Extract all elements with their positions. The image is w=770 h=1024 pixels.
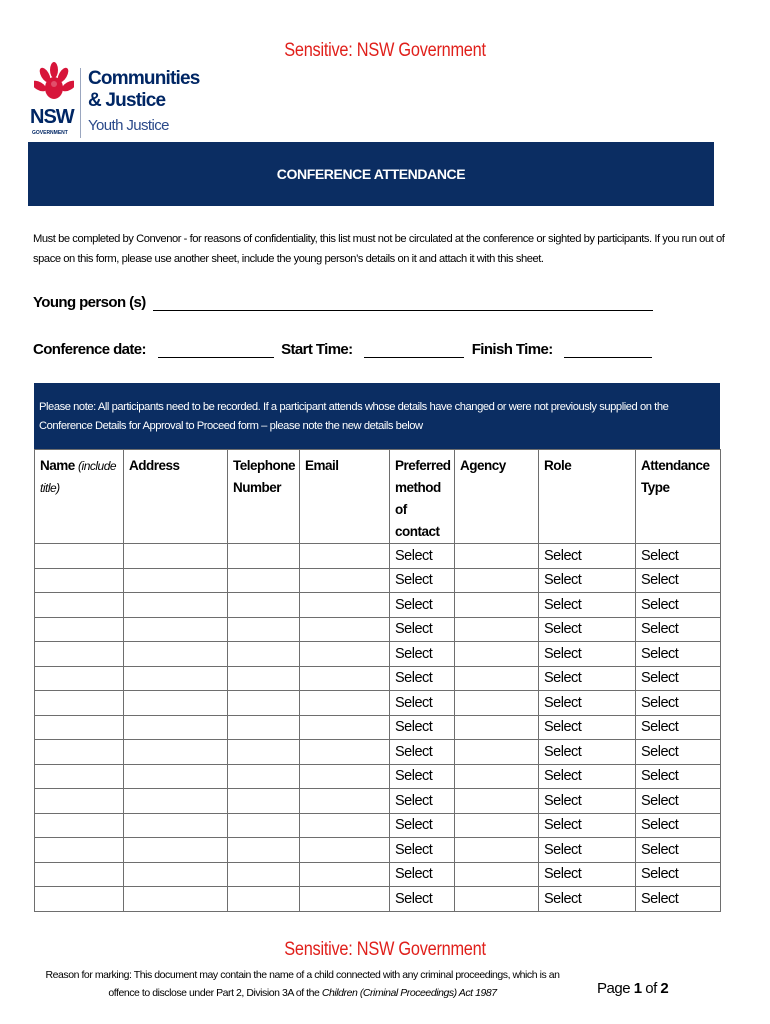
reason-for-marking [30,966,575,1002]
agency-cell[interactable] [455,642,539,667]
table-row [35,617,721,642]
attendance-type-select[interactable]: Select [636,642,721,667]
telephone-cell[interactable] [228,740,300,765]
preferred-contact-select[interactable]: Select [390,862,455,887]
agency-cell[interactable] [455,593,539,618]
header-email: Email [300,450,390,544]
table-row [35,789,721,814]
header-preferred-contact: Preferred method of contact [390,450,455,544]
email-cell[interactable] [300,617,390,642]
role-select[interactable]: Select [539,666,636,691]
preferred-contact-select[interactable]: Select [390,642,455,667]
email-cell[interactable] [300,813,390,838]
preferred-contact-select[interactable]: Select [390,568,455,593]
address-cell[interactable] [124,593,228,618]
role-select[interactable]: Select [539,617,636,642]
logo-nsw-text: NSW [30,106,74,128]
agency-cell[interactable] [455,715,539,740]
attendance-type-select[interactable]: Select [636,789,721,814]
conference-date-label: Conference date: [33,341,146,358]
name-cell[interactable] [35,544,124,569]
preferred-contact-select[interactable]: Select [390,715,455,740]
telephone-cell[interactable] [228,642,300,667]
address-cell[interactable] [124,544,228,569]
telephone-cell[interactable] [228,764,300,789]
preferred-contact-select[interactable]: Select [390,838,455,863]
attendance-type-select[interactable]: Select [636,764,721,789]
logo-divider [80,68,81,138]
table-note: Please note: All participants need to be recorded. If a participant attends whose details have changed or were not previously supplied on the Conference Details for Approval to Proceed form – please note the new details below [34,383,720,449]
attendance-type-select[interactable]: Select [636,715,721,740]
attendance-type-select[interactable]: Select [636,887,721,912]
table-row [35,691,721,716]
agency-cell[interactable] [455,764,539,789]
header-telephone: Telephone Number [228,450,300,544]
attendance-type-select[interactable]: Select [636,813,721,838]
preferred-contact-select[interactable]: Select [390,593,455,618]
email-cell[interactable] [300,740,390,765]
role-select[interactable]: Select [539,813,636,838]
header-name: Name (include title) [35,450,124,544]
name-cell[interactable] [35,642,124,667]
preferred-contact-select[interactable]: Select [390,789,455,814]
agency-cell[interactable] [455,568,539,593]
address-cell[interactable] [124,691,228,716]
email-cell[interactable] [300,838,390,863]
role-select[interactable]: Select [539,862,636,887]
address-cell[interactable] [124,887,228,912]
attendance-type-select[interactable]: Select [636,838,721,863]
table-row [35,764,721,789]
email-cell[interactable] [300,764,390,789]
email-cell[interactable] [300,568,390,593]
agency-cell[interactable] [455,544,539,569]
logo-line-3: Youth Justice [88,117,169,134]
telephone-cell[interactable] [228,813,300,838]
name-cell[interactable] [35,715,124,740]
name-cell[interactable] [35,789,124,814]
attendance-type-select[interactable]: Select [636,568,721,593]
address-cell[interactable] [124,764,228,789]
role-select[interactable]: Select [539,544,636,569]
address-cell[interactable] [124,715,228,740]
attendance-type-select[interactable]: Select [636,544,721,569]
email-cell[interactable] [300,887,390,912]
role-select[interactable]: Select [539,568,636,593]
page-number: Page 1 of 2 [597,980,669,997]
agency-cell[interactable] [455,740,539,765]
waratah-icon [34,62,74,108]
email-cell[interactable] [300,593,390,618]
agency-cell[interactable] [455,838,539,863]
name-cell[interactable] [35,887,124,912]
reason-text: Reason for marking: This document may contain the name of a child connected with any criminal proceedings, which is an offence to disclose under Part 2, Division 3A of the [45,969,560,999]
telephone-cell[interactable] [228,593,300,618]
telephone-cell[interactable] [228,715,300,740]
start-time-label: Start Time: [281,341,353,358]
table-row [35,813,721,838]
attendance-type-select[interactable]: Select [636,691,721,716]
agency-cell[interactable] [455,862,539,887]
table-row [35,544,721,569]
name-cell[interactable] [35,593,124,618]
table-row [35,593,721,618]
name-cell[interactable] [35,862,124,887]
role-select[interactable]: Select [539,691,636,716]
table-row [35,887,721,912]
agency-cell[interactable] [455,789,539,814]
address-cell[interactable] [124,813,228,838]
address-cell[interactable] [124,862,228,887]
attendance-type-select[interactable]: Select [636,862,721,887]
conference-time-row [33,341,656,358]
telephone-cell[interactable] [228,887,300,912]
telephone-cell[interactable] [228,862,300,887]
attendance-table [34,449,721,912]
table-row [35,568,721,593]
role-select[interactable]: Select [539,740,636,765]
name-cell[interactable] [35,764,124,789]
role-select[interactable]: Select [539,593,636,618]
name-cell[interactable] [35,838,124,863]
young-person-label: Young person (s) [33,294,146,311]
young-person-row [33,294,653,311]
address-cell[interactable] [124,666,228,691]
role-select[interactable]: Select [539,887,636,912]
form-title: CONFERENCE ATTENDANCE [276,166,466,182]
telephone-cell[interactable] [228,544,300,569]
agency-cell[interactable] [455,617,539,642]
table-row [35,715,721,740]
preferred-contact-select[interactable]: Select [390,764,455,789]
name-cell[interactable] [35,617,124,642]
role-select[interactable]: Select [539,642,636,667]
email-cell[interactable] [300,642,390,667]
finish-time-field[interactable] [564,343,652,358]
table-body [35,544,721,912]
table-header-row [35,450,721,544]
form-title-band [28,142,714,206]
agency-cell[interactable] [455,887,539,912]
role-select[interactable]: Select [539,838,636,863]
email-cell[interactable] [300,789,390,814]
telephone-cell[interactable] [228,838,300,863]
preferred-contact-select[interactable]: Select [390,691,455,716]
email-cell[interactable] [300,715,390,740]
attendance-type-select[interactable]: Select [636,666,721,691]
header-address: Address [124,450,228,544]
header-attendance-type: Attendance Type [636,450,721,544]
preferred-contact-select[interactable]: Select [390,666,455,691]
role-select[interactable]: Select [539,789,636,814]
table-row [35,838,721,863]
name-cell[interactable] [35,568,124,593]
young-person-field[interactable] [153,296,653,311]
agency-cell[interactable] [455,691,539,716]
header-role: Role [539,450,636,544]
name-cell[interactable] [35,740,124,765]
name-cell[interactable] [35,813,124,838]
attendance-type-select[interactable]: Select [636,593,721,618]
email-cell[interactable] [300,862,390,887]
telephone-cell[interactable] [228,789,300,814]
table-row [35,862,721,887]
table-row [35,642,721,667]
reason-act: Children (Criminal Proceedings) Act 1987 [321,987,497,999]
preferred-contact-select[interactable]: Select [390,887,455,912]
address-cell[interactable] [124,642,228,667]
address-cell[interactable] [124,789,228,814]
preferred-contact-select[interactable]: Select [390,813,455,838]
header-agency: Agency [455,450,539,544]
logo-government-text: GOVERNMENT [32,130,68,136]
name-cell[interactable] [35,666,124,691]
role-select[interactable]: Select [539,764,636,789]
name-cell[interactable] [35,691,124,716]
attendance-table-container [34,383,720,912]
sensitive-label-bottom: Sensitive: NSW Government [284,939,486,960]
nsw-logo [30,62,200,142]
start-time-field[interactable] [364,343,464,358]
conference-date-field[interactable] [158,343,274,358]
sensitive-label-top: Sensitive: NSW Government [284,40,486,61]
attendance-type-select[interactable]: Select [636,617,721,642]
table-row [35,740,721,765]
logo-line-1: Communities [88,68,200,89]
address-cell[interactable] [124,617,228,642]
address-cell[interactable] [124,740,228,765]
table-row [35,666,721,691]
telephone-cell[interactable] [228,691,300,716]
email-cell[interactable] [300,666,390,691]
logo-line-2: & Justice [88,90,166,111]
telephone-cell[interactable] [228,617,300,642]
telephone-cell[interactable] [228,568,300,593]
agency-cell[interactable] [455,666,539,691]
address-cell[interactable] [124,568,228,593]
preferred-contact-select[interactable]: Select [390,740,455,765]
header-name-hint: (include title) [40,459,117,495]
attendance-type-select[interactable]: Select [636,740,721,765]
email-cell[interactable] [300,691,390,716]
finish-time-label: Finish Time: [471,341,553,358]
address-cell[interactable] [124,838,228,863]
preferred-contact-select[interactable]: Select [390,544,455,569]
email-cell[interactable] [300,544,390,569]
instructions-text: Must be completed by Convenor - for reasons of confidentiality, this list must not be circulated at the conference or sighted by participants. If you run out of space on this form, please use another sheet, include the young person’s details on it and attach it with this sheet. [33,233,725,265]
telephone-cell[interactable] [228,666,300,691]
preferred-contact-select[interactable]: Select [390,617,455,642]
agency-cell[interactable] [455,813,539,838]
role-select[interactable]: Select [539,715,636,740]
